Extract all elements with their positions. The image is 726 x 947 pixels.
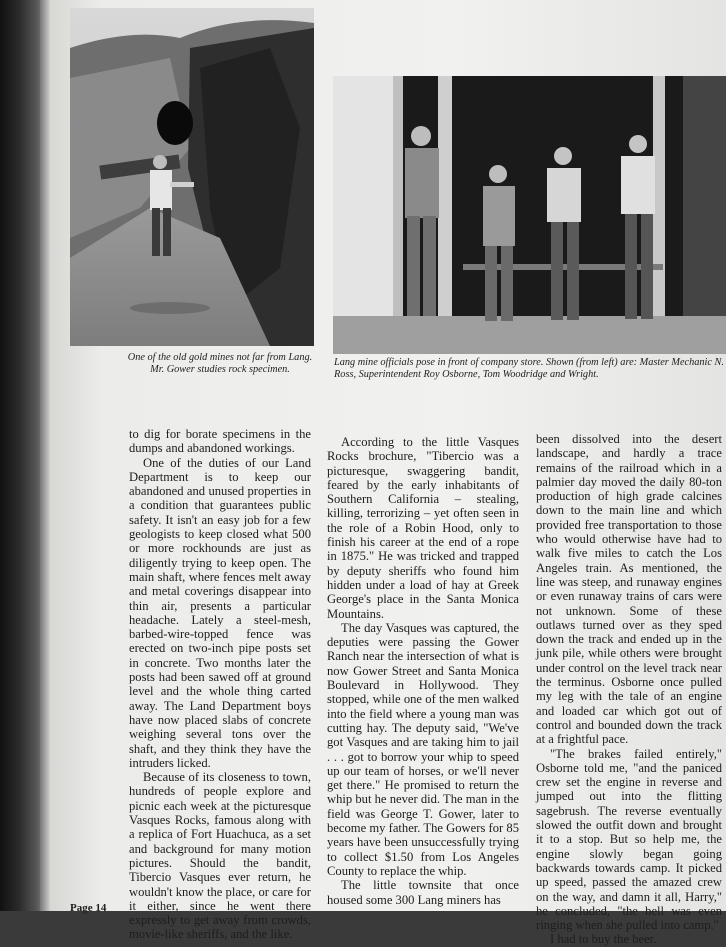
paragraph: According to the little Vasques Rocks brochure, "Tibercio was a picturesque, swaggering bandit, feared by the early inhabitants of Southern California – stealing, killing, terrorizing – yet often seen in the role of a Robin Hood, only to finish his career at the end of a rope in 1875." He was tricked and trapped by deputy sheriffs who found him hidden under a load of hay at Greek George's place in the Santa Monica Mountains. xyxy=(327,435,519,621)
article-column-3 xyxy=(536,432,722,947)
gold-mine-photo xyxy=(70,8,314,346)
paragraph: One of the duties of our Land Department is to keep our abandoned and unused properties in a condition that guarantees public safety. It isn't an easy job for a few geologists to keep closed what 500 or more rockhounds are just as diligently trying to keep open. The main shaft, where fences melt away and metal coverings disappear into thin air, presents a particular headache. Lately a steel-mesh, barbed-wire-topped fence was erected on two-inch pipe posts set in concrete. Two months later the posts had been sawed off at ground level and the whole thing carted away. The Land Department boys have now placed slabs of concrete weighing several tons over the shaft, and they think they have the intruders licked. xyxy=(129,455,311,770)
mine-officials-photo xyxy=(333,76,726,354)
page-gutter xyxy=(40,0,50,911)
article-column-1 xyxy=(129,427,311,942)
paragraph: to dig for borate specimens in the dumps and abandoned workings. xyxy=(129,427,311,456)
paragraph: I had to buy the beer. xyxy=(550,932,657,947)
right-photo-caption: Lang mine officials pose in front of company store. Shown (from left) are: Master Mechanic N. Ross, Superintendent Roy Osborne, Tom Woodridge and Wright. xyxy=(334,357,724,381)
paragraph: The day Vasques was captured, the deputies were passing the Gower Ranch near the intersection of what is now Gower Street and Santa Monica Boulevard in Hollywood. They stopped, while one of the men walked into the field where a young man was cutting hay. The deputy said, "We've got Vasques and are taking him to jail . . . got to borrow your whip to speed up our team of horses, or we'll never get there." He promised to return the whip but he never did. The man in the field was George T. Gower, later to become my father. The Gowers for 85 years have been unsuccessfully trying to collect $1.50 from Los Angeles County to replace the whip. xyxy=(327,620,519,878)
page-number: Page 14 xyxy=(70,902,107,914)
left-photo-caption: One of the old gold mines not far from Lang. Mr. Gower studies rock specimen. xyxy=(127,352,313,376)
article-column-2 xyxy=(327,435,519,907)
paragraph: The little townsite that once housed some 300 Lang miners has xyxy=(327,878,519,907)
paragraph: Because of its closeness to town, hundreds of people explore and picnic each week at the picturesque Vasques Rocks, famous along with a replica of Fort Huachuca, as a set and background for many motion pictures. Should the bandit, Tibercio Vasques ever return, he wouldn't know the place, or care for it either, since he went there expressly to get away from crowds, movie-like sheriffs, and the like. xyxy=(129,770,311,942)
paragraph: "The brakes failed entirely," Osborne told me, "and the paniced crew set the engine in reverse and jumped out into the flitting sagebrush. The reverse eventually slowed the outfit down and brought it to a stop. But so help me, the engine slowly began going backwards towards camp. It picked up speed, passed the amazed crew on the way, and damn it all, Harry," he concluded, "the bell was even ringing when she pulled into camp." xyxy=(536,746,722,933)
paragraph: been dissolved into the desert landscape, and hardly a trace remains of the railroad which in a palmier day moved the daily 80-ton production of high grade calcines down to the main line and which provided free transportation to those who would otherwise have had to walk five miles to catch the Los Angeles train. As mentioned, the line was steep, and runaway engines or even runaway trains of cars were not unknown. Some of these outlaws turned over as they sped down the track and ended up in the junk pile, while others were brought under control on the level track near the terminus. Osborne once pulled my leg with the tale of an engine and loaded car which got out of control and bounded down the track at a frightful pace. xyxy=(536,432,722,747)
